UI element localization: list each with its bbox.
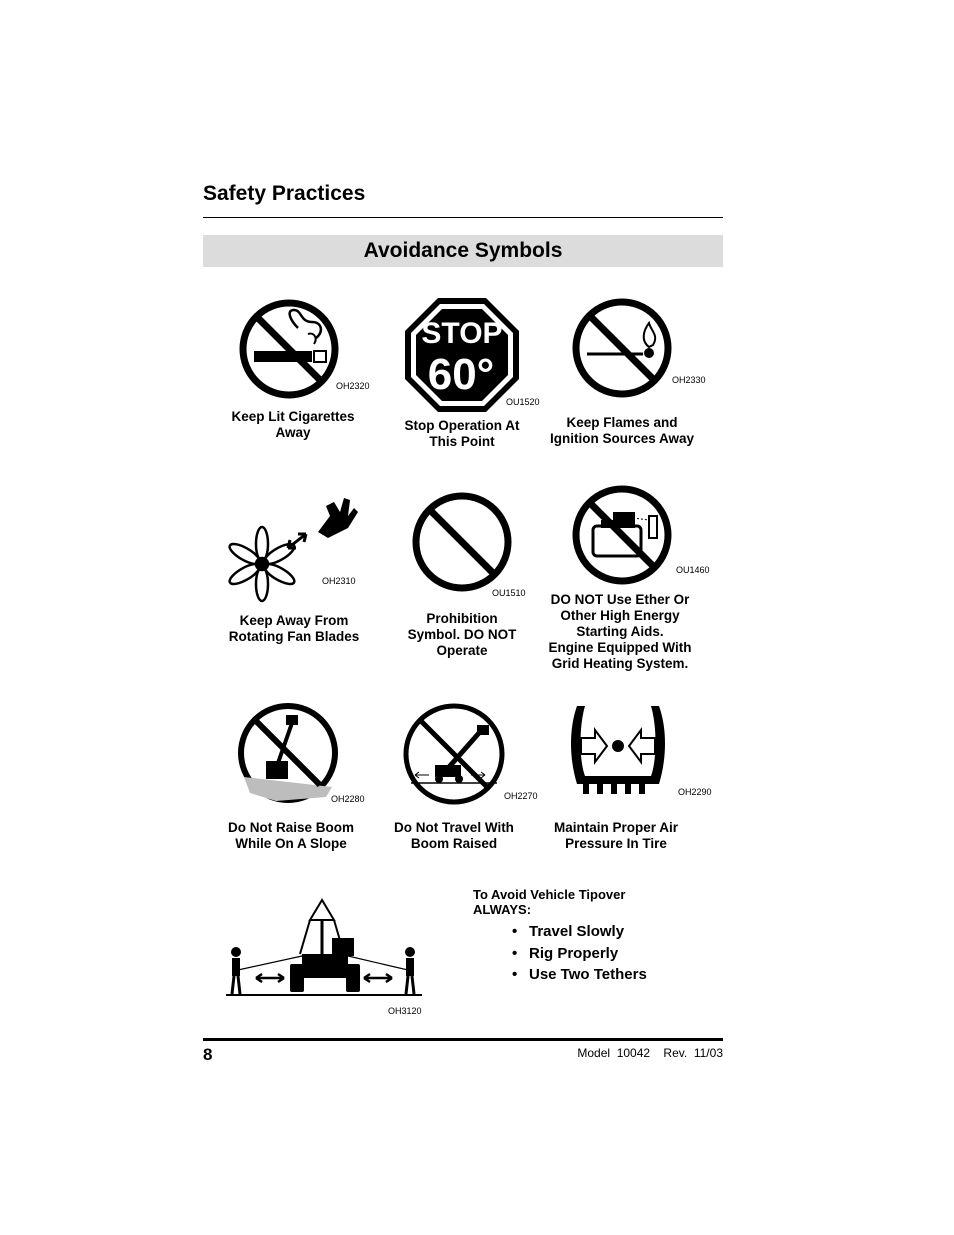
- symbol-caption: Do Not Raise Boom While On A Slope: [227, 820, 354, 851]
- banner: [203, 235, 723, 267]
- no-travel-boom-raised-icon: [401, 701, 507, 807]
- symbol-code: OH2270: [504, 791, 538, 801]
- symbol-code: OU1510: [492, 588, 526, 598]
- stop-text: STOP: [421, 317, 503, 350]
- symbol-code: OH2320: [336, 381, 370, 391]
- symbol-caption: DO NOT Use Ether Or Other High Energy Starting Aids. Engine Equipped With Grid Heating System.: [548, 592, 692, 671]
- symbol-caption: Maintain Proper Air Pressure In Tire: [553, 820, 679, 851]
- symbol-code: OH3120: [388, 1006, 422, 1016]
- tipover-heading: To Avoid Vehicle Tipover ALWAYS:: [473, 887, 626, 917]
- page-number: 8: [203, 1045, 213, 1064]
- list-item: • Rig Properly: [512, 943, 647, 965]
- symbol-caption: Keep Lit Cigarettes Away: [231, 409, 355, 440]
- symbol-code: OH2280: [331, 794, 365, 804]
- symbol-caption: Prohibition Symbol. DO NOT Operate: [407, 611, 517, 658]
- no-flames-icon: [571, 297, 673, 399]
- no-smoking-icon: [238, 298, 340, 400]
- list-item: • Travel Slowly: [512, 921, 647, 943]
- banner-title: Avoidance Symbols: [363, 239, 563, 262]
- symbol-caption: Do Not Travel With Boom Raised: [394, 820, 514, 851]
- header-divider: [203, 217, 723, 218]
- symbol-code: OH2310: [322, 576, 356, 586]
- symbol-code: OH2290: [678, 787, 712, 797]
- tipover-list: [512, 921, 647, 986]
- symbol-caption: Stop Operation At This Point: [404, 418, 520, 449]
- list-item: • Use Two Tethers: [512, 964, 647, 986]
- no-boom-slope-icon: [236, 701, 340, 805]
- no-ether-icon: [571, 484, 673, 586]
- footer-divider: [203, 1038, 723, 1041]
- symbol-code: OU1520: [506, 397, 540, 407]
- model-revision: Model 10042 Rev. 11/03: [577, 1046, 723, 1060]
- tethered-vehicle-icon: [224, 898, 424, 998]
- section-title: Safety Practices: [203, 182, 366, 205]
- symbol-code: OH2330: [672, 375, 706, 385]
- stop-sign-icon: [403, 296, 521, 414]
- symbol-caption: Keep Away From Rotating Fan Blades: [228, 613, 360, 644]
- prohibition-icon: [411, 491, 513, 593]
- symbol-code: OU1460: [676, 565, 710, 575]
- degrees-text: 60°: [427, 350, 495, 399]
- tire-pressure-icon: [567, 700, 669, 798]
- symbol-caption: Keep Flames and Ignition Sources Away: [549, 415, 695, 446]
